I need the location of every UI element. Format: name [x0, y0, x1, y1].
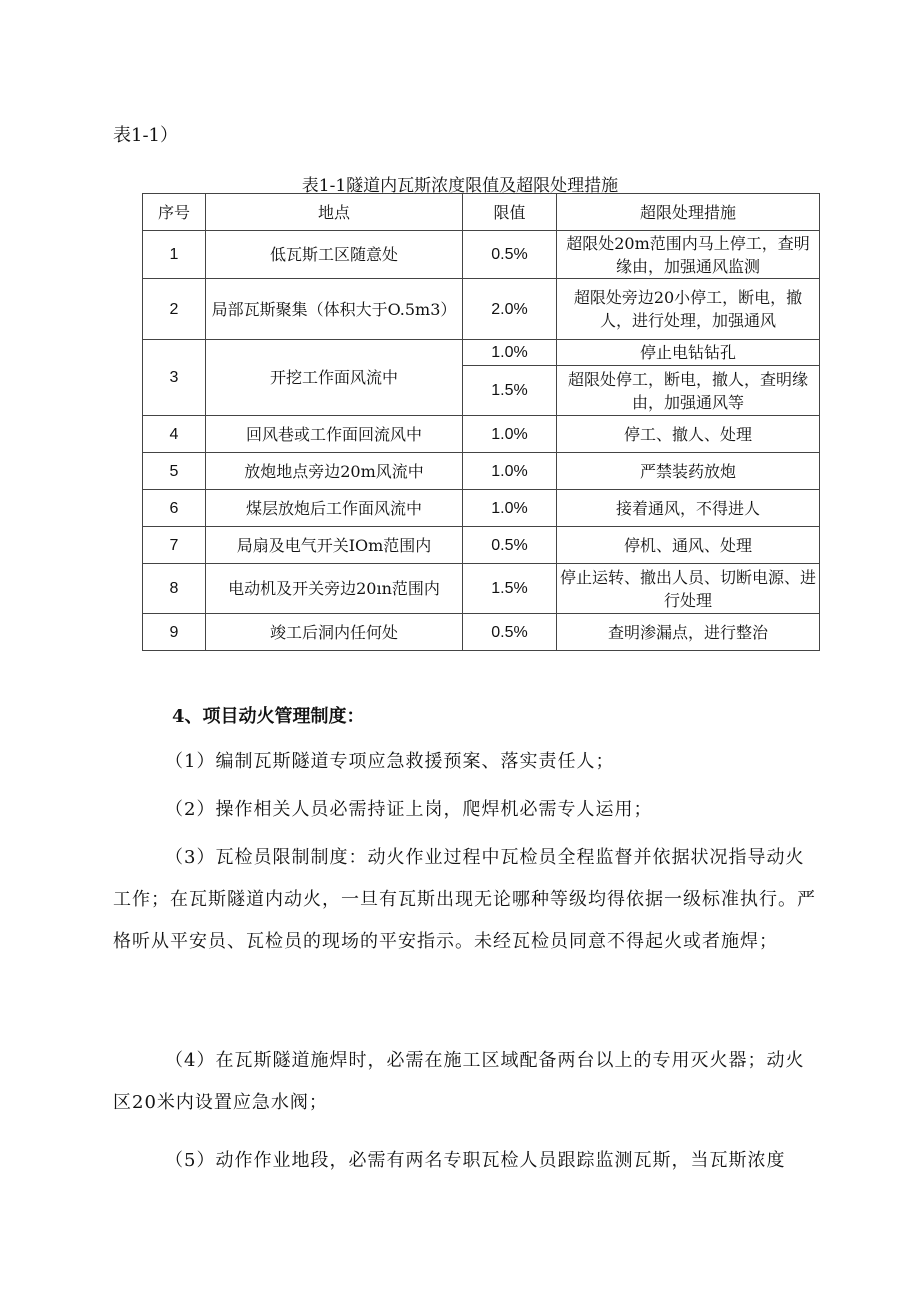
table-caption: 表1-1隧道内瓦斯浓度限值及超限处理措施	[301, 176, 619, 196]
paragraph-item-2: （2）操作相关人员必需持证上岗，爬焊机必需专人运用；	[165, 799, 653, 820]
paragraph-item-1: （1）编制瓦斯隧道专项应急救援预案、落实责任人；	[165, 751, 615, 772]
row-location: 煤层放炮后工作面风流中	[206, 490, 463, 527]
table-reference: 表1-1）	[113, 125, 178, 146]
row-no: 4	[143, 416, 206, 453]
row-no: 6	[143, 490, 206, 527]
gas-limit-table	[142, 193, 820, 651]
row-limit: 2.0%	[463, 279, 557, 340]
table-row	[143, 490, 820, 527]
row-limit: 0.5%	[463, 527, 557, 564]
table-header-row	[143, 194, 820, 231]
row-limit: 1.0%	[463, 490, 557, 527]
row-location: 开挖工作面风流中	[206, 340, 463, 416]
paragraph-item-4: （4）在瓦斯隧道施焊时，必需在施工区域配备两台以上的专用灭火器；动火区20米内设置应急水阀；	[113, 1050, 805, 1113]
row-location: 电动机及开关旁边20ın范围内	[206, 564, 463, 614]
table-row	[143, 564, 820, 614]
row-limit: 0.5%	[463, 231, 557, 279]
row-measures: 超限处旁边20小停工，断电，撤人，进行处理，加强通风	[557, 279, 820, 340]
row-limit: 1.0%	[463, 416, 557, 453]
paragraph-item-5: （5）动作作业地段，必需有两名专职瓦检人员跟踪监测瓦斯，当瓦斯浓度	[165, 1150, 786, 1171]
row-measures: 超限处停工，断电，撤人，查明缘由，加强通风等	[557, 366, 820, 416]
row-measures: 停机、通风、处理	[557, 527, 820, 564]
table-row	[143, 527, 820, 564]
paragraph-item-3: （3）瓦检员限制制度：动火作业过程中瓦检员全程监督并依据状况指导动火工作；在瓦斯隧道内动火，一旦有瓦斯出现无论哪种等级均得依据一级标准执行。严格听从平安员、瓦检员的现场的平安指示。未经瓦检员同意不得起火或者施焊；	[113, 847, 816, 952]
row-no: 1	[143, 231, 206, 279]
row-limit: 1.0%	[463, 453, 557, 490]
table-row	[143, 416, 820, 453]
row-no: 2	[143, 279, 206, 340]
row-measures: 查明渗漏点，进行整治	[557, 614, 820, 651]
row-measures: 停止运转、撤出人员、切断电源、进行处理	[557, 564, 820, 614]
table-row	[143, 340, 820, 366]
table-row	[143, 279, 820, 340]
row-no: 8	[143, 564, 206, 614]
row-measures: 超限处20m范围内马上停工，查明缘由，加强通风监测	[557, 231, 820, 279]
table-row	[143, 614, 820, 651]
table-row	[143, 231, 820, 279]
row-location: 竣工后洞内任何处	[206, 614, 463, 651]
row-measures: 严禁装药放炮	[557, 453, 820, 490]
row-no: 7	[143, 527, 206, 564]
header-location: 地点	[206, 194, 463, 231]
row-location: 放炮地点旁边20m风流中	[206, 453, 463, 490]
row-measures: 停止电钻钻孔	[557, 340, 820, 366]
row-limit: 1.5%	[463, 564, 557, 614]
header-measures: 超限处理措施	[557, 194, 820, 231]
row-measures: 接着通风，不得进人	[557, 490, 820, 527]
row-no: 9	[143, 614, 206, 651]
row-location: 低瓦斯工区随意处	[206, 231, 463, 279]
row-no: 5	[143, 453, 206, 490]
row-limit: 0.5%	[463, 614, 557, 651]
header-limit: 限值	[463, 194, 557, 231]
row-location: 局扇及电气开关IOm范围内	[206, 527, 463, 564]
row-no: 3	[143, 340, 206, 416]
row-location: 回风巷或工作面回流风中	[206, 416, 463, 453]
header-no: 序号	[143, 194, 206, 231]
section-heading: 4、项目动火管理制度：	[172, 706, 365, 727]
row-measures: 停工、撤人、处理	[557, 416, 820, 453]
row-limit: 1.5%	[463, 366, 557, 416]
row-location: 局部瓦斯聚集（体积大于O.5m3）	[206, 279, 463, 340]
row-limit: 1.0%	[463, 340, 557, 366]
table-row	[143, 453, 820, 490]
